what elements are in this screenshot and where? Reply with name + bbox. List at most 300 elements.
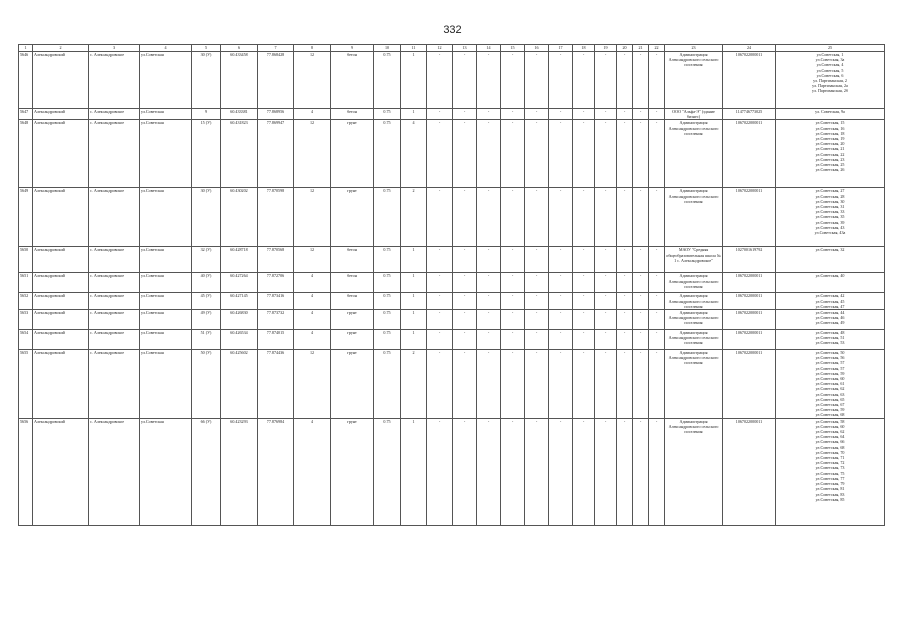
cell-qty [401,330,427,350]
column-header: 17 [549,45,573,52]
cell-text: 1 [412,247,415,253]
cell-text: Администрация Александровского сельского поселения [668,310,719,326]
cell-text: бетон [347,273,357,279]
column-header: 10 [374,45,401,52]
cell-vol [374,418,401,525]
cell-text: - [623,330,626,336]
cell-dash [477,109,501,120]
cell-text: - [487,109,490,114]
cell-qty [401,120,427,188]
cell-vol [374,120,401,188]
cell-text: 0.75 [383,188,391,194]
cell-id [19,350,33,419]
cell-dash [633,310,649,330]
cell-text: Администрация Александровского сельского поселения [668,188,719,204]
cell-dash [617,310,633,330]
cell-dash [477,350,501,419]
cell-material [331,247,374,273]
cell-text: 12 [309,350,315,356]
cell-text: с. Александровское [90,109,125,114]
cell-text: 0.75 [383,330,391,336]
column-header: 7 [258,45,294,52]
cell-text: - [604,120,607,126]
column-header: 5 [192,45,221,52]
cell-text: Александровский [34,330,65,336]
cell-text: 77.869947 [266,120,285,126]
table-row [19,330,885,350]
cell-dash [649,52,665,109]
cell-dash [477,52,501,109]
cell-text: Александровский [34,188,65,194]
cell-count [294,293,331,310]
cell-text: - [559,247,562,253]
cell-text: - [535,120,538,126]
cell-text: 12 [309,247,315,253]
cell-text: с. Александровское [90,188,125,194]
cell-text: - [559,330,562,336]
cell-text: ул.Советская, 48 ул.Советская, 51 ул.Советская, 53 [815,330,845,346]
cell-text: грунт [347,350,357,356]
cell-text: 0.75 [383,120,391,126]
cell-dash [501,293,525,310]
cell-house [192,273,221,293]
cell-text: - [582,273,585,279]
cell-text: - [511,52,514,57]
cell-lon [258,418,294,525]
cell-dash [501,350,525,419]
cell-dash [595,52,617,109]
cell-text: Александровский [34,120,65,126]
cell-text: ул.Советская, 44 ул.Советская, 46 ул.Советская, 49 [815,310,845,326]
cell-village [89,330,140,350]
cell-dash [617,273,633,293]
cell-text: с. Александровское [90,293,125,299]
cell-text: 60.427145 [230,293,248,299]
cell-village [89,120,140,188]
header-row [19,45,885,52]
cell-text: - [623,418,626,424]
cell-dash [525,188,549,247]
cell-dash [617,188,633,247]
cell-lon [258,293,294,310]
cell-text: Администрация Александровского сельского поселения [668,52,719,68]
cell-dash [501,273,525,293]
cell-text: ул.Советская [141,330,164,336]
cell-house [192,418,221,525]
column-header: 3 [89,45,140,52]
cell-text: - [487,310,490,316]
cell-text: 32 (У) [200,247,212,253]
cell-text: 40 (У) [200,273,212,279]
cell-lat [221,120,258,188]
cell-text: с. Александровское [90,418,125,424]
cell-dash [549,350,573,419]
cell-text: - [559,52,562,57]
cell-settlement [33,273,89,293]
cell-text: ул.Советская [141,350,164,356]
cell-vol [374,109,401,120]
cell-text: 60.426830 [230,310,248,316]
cell-dash [595,109,617,120]
cell-text: Александровский [34,109,65,114]
cell-material [331,293,374,310]
cell-text: бетон [347,109,357,114]
cell-text: Администрация Александровского сельского поселения [668,330,719,346]
cell-lat [221,350,258,419]
cell-text: - [623,310,626,316]
cell-text: 77.874436 [266,350,285,356]
cell-dash [427,120,453,188]
cell-text: - [535,52,538,57]
cell-lat [221,247,258,273]
cell-dash [525,109,549,120]
cell-dash [573,418,595,525]
cell-street [140,310,192,330]
cell-dash [453,109,477,120]
cell-text: - [511,273,514,279]
cell-text: 1067022000011 [735,310,763,316]
cell-text: - [582,120,585,126]
cell-dash [573,52,595,109]
cell-id [19,188,33,247]
cell-dash [453,188,477,247]
cell-ogrn [723,188,776,247]
cell-text: ул.Советская, 15 ул.Советская, 16 ул.Советская, 18 ул.Советская, 19 ул.Советская, 20 ул.Советская, 21 ул.Советская, 22 ул.Советская, 23 ул.Советская, 25 ул.Советская, 26 [815,120,845,173]
cell-text: 1 [412,52,415,57]
cell-text: Администрация Александровского сельского поселения [668,273,719,289]
cell-text: - [438,120,441,126]
cell-dash [617,109,633,120]
cell-id [19,247,33,273]
cell-text: 5655 [20,350,29,356]
cell-vol [374,273,401,293]
cell-text: - [463,109,466,114]
cell-text: - [487,188,490,194]
cell-text: 4 [310,109,314,114]
cell-village [89,188,140,247]
cell-id [19,310,33,330]
column-header: 13 [453,45,477,52]
cell-text: ул.Советская, 1 ул.Советская, 3а ул.Советская, 4 ул.Советская, 5 ул.Советская, 6 ул. Партизанская, 2 ул. Партизанская, 2а ул. Партизанская, 2б [812,52,848,94]
cell-dash [477,120,501,188]
cell-dash [549,418,573,525]
cell-text: - [487,247,490,253]
cell-text: - [559,293,562,299]
cell-dash [595,330,617,350]
column-header: 21 [633,45,649,52]
cell-id [19,293,33,310]
cell-dash [549,120,573,188]
cell-lat [221,273,258,293]
cell-text: Администрация Александровского сельского поселения [668,120,719,136]
cell-dash [617,330,633,350]
cell-text: 60.427264 [230,273,248,279]
cell-addresses [776,120,885,188]
cell-id [19,120,33,188]
cell-vol [374,350,401,419]
cell-text: 1 [412,310,415,316]
cell-village [89,310,140,330]
cell-text: - [535,273,538,279]
cell-ogrn [723,52,776,109]
cell-text: 5656 [20,418,29,424]
cell-text: - [511,109,514,114]
cell-street [140,418,192,525]
cell-dash [633,418,649,525]
cell-text: - [655,120,658,126]
cell-text: Александровский [34,350,65,356]
cell-text: 1 [412,418,415,424]
column-header: 15 [501,45,525,52]
cell-text: - [438,330,441,336]
cell-text: 60.426534 [230,330,248,336]
cell-text: 5649 [20,188,29,194]
cell-text: 77.870568 [266,247,285,253]
cell-text: - [582,52,585,57]
cell-lon [258,120,294,188]
cell-lon [258,310,294,330]
table-row [19,418,885,525]
cell-ogrn [723,109,776,120]
cell-text: - [604,273,607,279]
cell-qty [401,293,427,310]
cell-text: - [604,52,607,57]
cell-text: - [655,330,658,336]
cell-settlement [33,247,89,273]
cell-dash [525,310,549,330]
cell-text: ул.Советская [141,418,164,424]
cell-text: 1067022000011 [735,188,763,194]
cell-text: - [463,52,466,57]
cell-text: грунт [347,330,357,336]
cell-dash [501,310,525,330]
cell-dash [617,120,633,188]
column-header: 22 [649,45,665,52]
cell-house [192,247,221,273]
cell-text: 5647 [20,109,29,114]
table-row [19,273,885,293]
cell-text: 77.873416 [266,293,285,299]
table-row [19,52,885,109]
cell-text: 1067022000011 [735,273,763,279]
cell-text: - [438,273,441,279]
cell-material [331,310,374,330]
cell-owner [665,52,723,109]
cell-dash [427,293,453,310]
cell-dash [595,120,617,188]
cell-street [140,52,192,109]
cell-dash [477,188,501,247]
cell-text: 60.430202 [230,188,248,194]
cell-dash [617,350,633,419]
cell-count [294,109,331,120]
cell-text: 1067022000011 [735,330,763,336]
cell-material [331,109,374,120]
cell-dash [453,120,477,188]
cell-dash [573,109,595,120]
cell-text: грунт [347,310,357,316]
cell-village [89,109,140,120]
cell-addresses [776,247,885,273]
cell-qty [401,188,427,247]
cell-qty [401,418,427,525]
cell-text: - [511,350,514,356]
cell-text: - [487,273,490,279]
cell-text: Александровский [34,293,65,299]
cell-text: - [535,310,538,316]
cell-dash [453,52,477,109]
cell-ogrn [723,350,776,419]
cell-dash [525,52,549,109]
cell-dash [617,247,633,273]
cell-dash [501,52,525,109]
cell-text: - [438,188,441,194]
cell-owner [665,310,723,330]
table-row [19,109,885,120]
cell-dash [549,109,573,120]
cell-text: 15 (У) [200,120,212,126]
cell-lon [258,273,294,293]
cell-text: - [535,109,538,114]
cell-ogrn [723,418,776,525]
cell-material [331,52,374,109]
cell-text: - [438,52,441,57]
cell-dash [477,293,501,310]
cell-lon [258,350,294,419]
column-header: 1 [19,45,33,52]
cell-text: - [582,350,585,356]
cell-text: - [639,310,642,316]
cell-street [140,293,192,310]
cell-text: - [463,330,466,336]
cell-text: 0.75 [383,109,391,114]
cell-text: 60.433458 [230,52,248,57]
cell-dash [549,310,573,330]
cell-vol [374,293,401,310]
cell-text: с. Александровское [90,350,125,356]
cell-text: 1067022000011 [735,52,763,57]
cell-text: ул.Советская [141,52,164,57]
table-row [19,350,885,419]
cell-text: 0.75 [383,310,391,316]
cell-text: грунт [347,418,357,424]
column-header: 24 [723,45,776,52]
cell-text: 1 [412,109,415,114]
cell-text: - [655,293,658,299]
cell-text: - [487,52,490,57]
column-header: 23 [665,45,723,52]
cell-addresses [776,109,885,120]
cell-dash [427,109,453,120]
cell-text: - [639,247,642,253]
cell-settlement [33,120,89,188]
cell-text: 0.75 [383,247,391,253]
cell-dash [525,120,549,188]
cell-village [89,350,140,419]
cell-text: 66 (У) [200,418,212,424]
cell-text: - [463,293,466,299]
cell-text: - [623,273,626,279]
cell-text: - [582,293,585,299]
cell-owner [665,109,723,120]
cell-count [294,330,331,350]
cell-village [89,247,140,273]
cell-material [331,273,374,293]
cell-text: 12 [309,52,315,57]
cell-text: 0.75 [383,293,391,299]
cell-addresses [776,330,885,350]
cell-text: - [655,273,658,279]
cell-dash [595,293,617,310]
cell-text: МАОУ "Средняя общеобразовательная школа № 1 с. Александровское" [666,247,721,263]
cell-vol [374,330,401,350]
cell-settlement [33,188,89,247]
cell-text: - [639,273,642,279]
cell-count [294,120,331,188]
cell-text: - [487,293,490,299]
cell-settlement [33,330,89,350]
cell-text: - [604,247,607,253]
cell-dash [617,418,633,525]
cell-material [331,350,374,419]
cell-text: - [655,52,658,57]
cell-text: - [463,247,466,253]
cell-settlement [33,310,89,330]
cell-dash [525,247,549,273]
cell-text: 4 [310,418,314,424]
cell-text: - [639,109,642,114]
cell-text: Администрация Александровского сельского поселения [668,350,719,366]
column-header: 2 [33,45,89,52]
cell-dash [477,273,501,293]
cell-lat [221,418,258,525]
cell-street [140,109,192,120]
cell-owner [665,418,723,525]
cell-text: Администрация Александровского сельского поселения [668,418,719,435]
cell-house [192,109,221,120]
cell-text: 5652 [20,293,29,299]
cell-count [294,188,331,247]
cell-text: ул.Советская, 40 [815,273,845,279]
cell-text: - [463,310,466,316]
registry-table [18,44,885,526]
cell-text: 2 [412,350,415,356]
cell-text: 4 [310,310,314,316]
cell-dash [453,273,477,293]
cell-dash [573,247,595,273]
cell-dash [501,109,525,120]
cell-text: ул.Советская, 27 ул.Советская, 28 ул.Советская, 30 ул.Советская, 31 ул.Советская, 33 ул.Советская, 35 ул.Советская, 39 ул.Советская, 43 ул.Советская, 43а [814,188,846,236]
cell-lat [221,188,258,247]
cell-text: с. Александровское [90,310,125,316]
cell-dash [525,273,549,293]
column-header: 20 [617,45,633,52]
cell-dash [617,52,633,109]
cell-text: 60.431823 [230,120,248,126]
cell-text: - [604,109,607,114]
cell-dash [649,247,665,273]
cell-text: 2 [412,188,415,194]
cell-settlement [33,52,89,109]
column-header: 18 [573,45,595,52]
cell-dash [649,188,665,247]
cell-village [89,418,140,525]
cell-dash [549,52,573,109]
cell-text: - [559,418,562,424]
cell-text: 12 [309,120,315,126]
cell-text: - [463,418,466,424]
cell-vol [374,247,401,273]
